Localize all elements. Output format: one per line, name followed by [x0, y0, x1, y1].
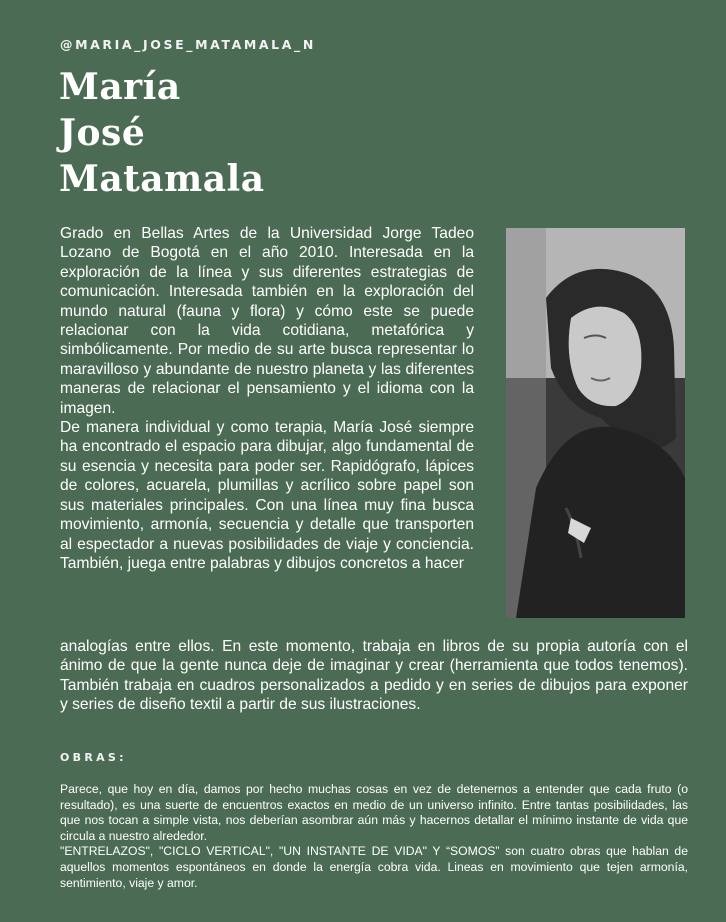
- obras-heading: OBRAS:: [60, 751, 127, 764]
- obras-text: [60, 782, 688, 891]
- bio-paragraph-2: De manera individual y como terapia, María José siempre ha encontrado el espacio para dibujar, algo fundamental de su esencia y necesita para poder ser. Rapidógrafo, lápices de colores, acuarela, plumillas y acrílico sobre papel son sus materiales principales. Con una línea muy fina busca movimiento, armonía, secuencia y detalle que transporten al espectador a nuevas posibilidades de viaje y conciencia. También, juega entre palabras y dibujos concretos a hacer: [60, 419, 474, 572]
- obras-paragraph-1: Parece, que hoy en día, damos por hecho muchas cosas en vez de detenernos a entender que cada fruto (o resultado), es una suerte de encuentros exactos en medio de un universo infinito. Entre tantas posibilidades, las que nos tocan a simple vista, nos deberían asombrar aún más y hacernos detallar el mínimo instante de vida que circula a nuestro alrededor.: [60, 782, 688, 843]
- artist-portrait-photo: [506, 228, 685, 618]
- name-line-1: María: [59, 66, 181, 108]
- bio-paragraph-1: Grado en Bellas Artes de la Universidad Jorge Tadeo Lozano de Bogotá en el año 2010. Interesada en la exploración de la línea y sus diferentes estrategias de comunicación. Interesada también en la exploración del mundo natural (fauna y flora) y cómo este se puede relacionar con la vida cotidiana, metafórica y simbólicamente. Por medio de su arte busca representar lo maravilloso y abundante de nuestro planeta y las diferentes maneras de relacionar el pensamiento y el idioma con la imagen.: [60, 225, 474, 417]
- name-line-2: José: [59, 112, 146, 154]
- artist-name: [59, 64, 265, 202]
- bio-text-top: [60, 224, 474, 573]
- instagram-handle: @MARIA_JOSE_MATAMALA_N: [60, 37, 316, 52]
- bio-text-bottom: [60, 637, 688, 715]
- obras-paragraph-2: "ENTRELAZOS", "CICLO VERTICAL", "UN INSTANTE DE VIDA" Y “SOMOS” son cuatro obras que hablan de aquellos momentos espontáneos en donde la energía cobra vida. Lineas en movimiento que tejen armonía, sentimiento, viaje y amor.: [60, 844, 688, 890]
- name-line-3: Matamala: [59, 158, 265, 200]
- portrait-illustration: [506, 228, 685, 618]
- bio-paragraph-3: analogías entre ellos. En este momento, trabaja en libros de su propia autoría con el ánimo de que la gente nunca deje de imaginar y crear (herramienta que todos tenemos). También trabaja en cuadros personalizados a pedido y en series de dibujos para exponer y series de diseño textil a partir de sus ilustraciones.: [60, 638, 688, 714]
